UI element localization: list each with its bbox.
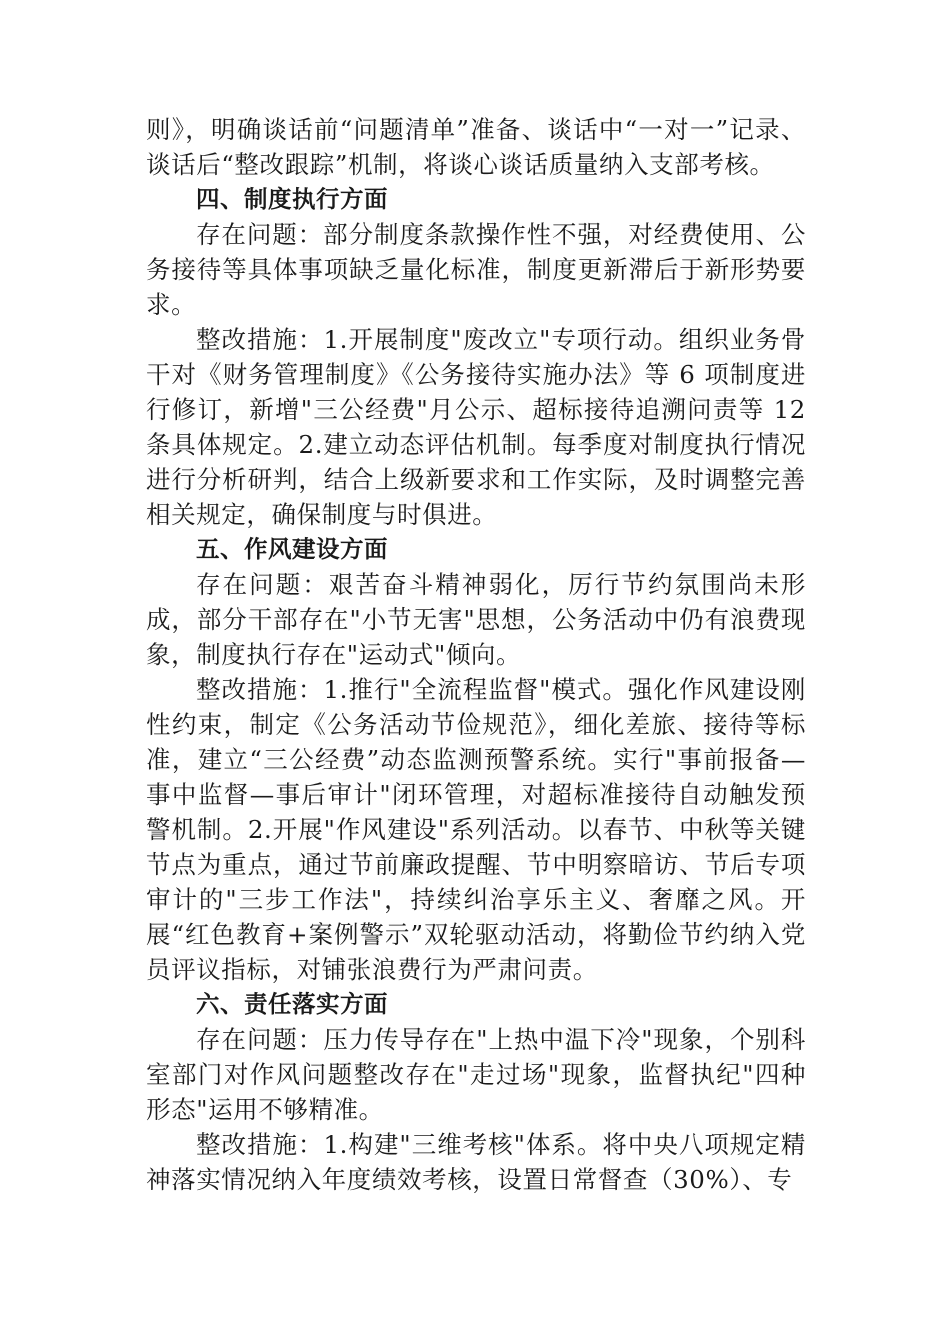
section4-measures-paragraph: 整改措施：1.开展制度"废改立"专项行动。组织业务骨干对《财务管理制度》《公务接待实施办法》等 6 项制度进行修订，新增"三公经费"月公示、超标接待追溯问责等 12 条具体规定。2.建立动态评估机制。每季度对制度执行情况进行分析研判，结合上级新要求和工作实际，及时调整完善相关规定，确保制度与时俱进。 <box>146 325 806 529</box>
section5-problem-paragraph: 存在问题：艰苦奋斗精神弱化，厉行节约氛围尚未形成，部分干部存在"小节无害"思想，公务活动中仍有浪费现象，制度执行存在"运动式"倾向。 <box>146 570 806 669</box>
section4-heading: 四、制度执行方面 <box>196 185 388 213</box>
section5-measures-paragraph: 整改措施：1.推行"全流程监督"模式。强化作风建设刚性约束，制定《公务活动节俭规范》，细化差旅、接待等标准，建立“三公经费”动态监测预警系统。实行"事前报备—事中监督—事后审计"闭环管理，对超标准接待自动触发预警机制。2.开展"作风建设"系列活动。以春节、中秋等关键节点为重点，通过节前廉政提醒、节中明察暗访、节后专项审计的"三步工作法"，持续纠治享乐主义、奢靡之风。开展“红色教育+案例警示”双轮驱动活动，将勤俭节约纳入党员评议指标，对铺张浪费行为严肃问责。 <box>146 675 806 984</box>
intro-continuation-paragraph: 则》，明确谈话前“问题清单”准备、谈话中“一对一”记录、谈话后“整改跟踪”机制，将谈心谈话质量纳入支部考核。 <box>146 115 806 179</box>
section4-problem-paragraph: 存在问题：部分制度条款操作性不强，对经费使用、公务接待等具体事项缺乏量化标准，制度更新滞后于新形势要求。 <box>146 220 806 319</box>
document-body <box>146 112 806 1197</box>
section6-problem-paragraph: 存在问题：压力传导存在"上热中温下冷"现象，个别科室部门对作风问题整改存在"走过场"现象，监督执纪"四种形态"运用不够精准。 <box>146 1025 806 1124</box>
section6-heading: 六、责任落实方面 <box>196 990 388 1018</box>
section6-measures-paragraph: 整改措施：1.构建"三维考核"体系。将中央八项规定精神落实情况纳入年度绩效考核，设置日常督查（30%）、专 <box>146 1130 806 1194</box>
section5-heading: 五、作风建设方面 <box>196 535 388 563</box>
